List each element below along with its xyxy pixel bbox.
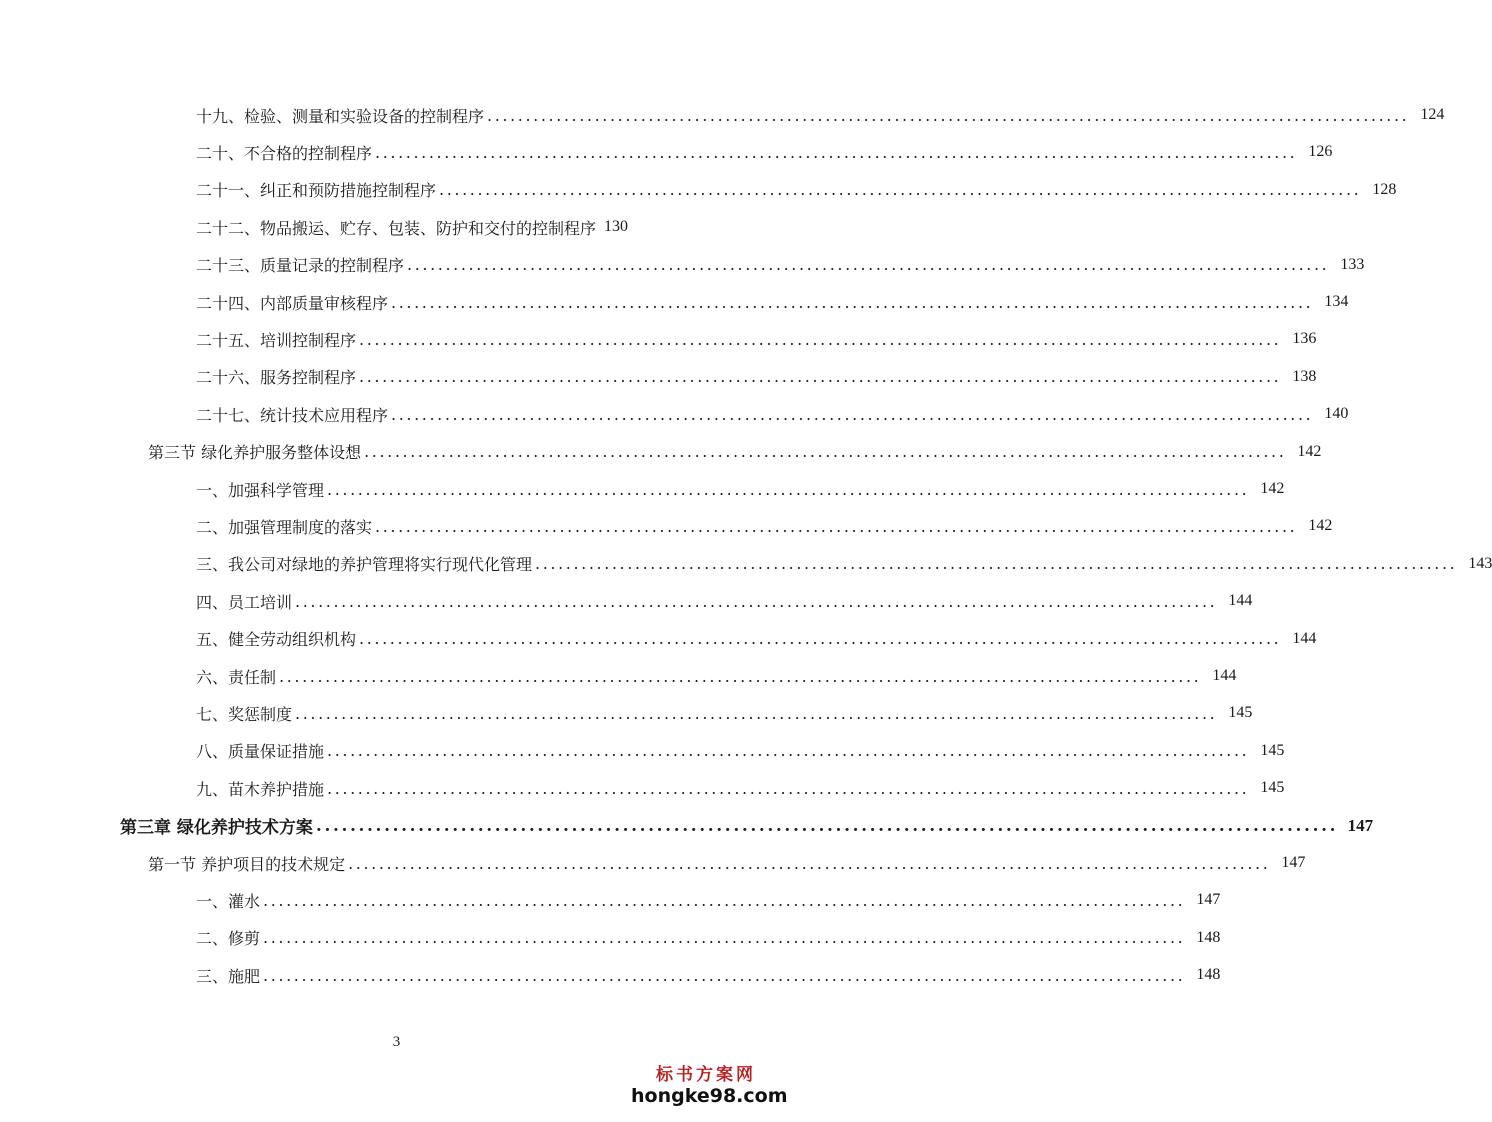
toc-entry[interactable]	[196, 511, 1333, 541]
toc-entry[interactable]	[196, 212, 674, 242]
toc-entry-title: 三、我公司对绿地的养护管理将实行现代化管理	[196, 555, 533, 575]
toc-dot-leader: ........................................................................................................................	[348, 853, 1271, 873]
toc-dot-leader: ........................................................................................................................	[375, 142, 1298, 162]
toc-entry[interactable]	[120, 811, 1374, 841]
toc-entry-page: 144	[1212, 667, 1237, 684]
toc-entry-title: 十九、检验、测量和实验设备的控制程序	[196, 106, 485, 126]
toc-entry[interactable]	[196, 399, 1349, 429]
toc-entry[interactable]	[196, 287, 1349, 317]
toc-entry-page: 124	[1420, 106, 1445, 123]
toc-entry-title: 二、修剪	[196, 929, 261, 949]
toc-entry-page: 144	[1292, 629, 1317, 647]
toc-entry[interactable]	[196, 885, 1221, 915]
toc-entry[interactable]	[148, 848, 1306, 878]
toc-dot-leader: ........................................................................................................................	[295, 591, 1218, 611]
toc-entry-page: 142	[1308, 517, 1333, 535]
toc-entry-page: 138	[1292, 367, 1317, 385]
toc-entry[interactable]	[148, 437, 1322, 467]
toc-entry[interactable]	[196, 137, 1333, 167]
toc-entry-title: 三、施肥	[196, 966, 261, 986]
toc-entry-title: 七、奖惩制度	[196, 704, 293, 724]
toc-entry-title: 四、员工培训	[196, 592, 293, 612]
toc-entry-page: 143	[1468, 554, 1492, 572]
toc-dot-leader: ........................................................................................................................	[327, 479, 1250, 499]
toc-entry-title: 二十七、统计技术应用程序	[196, 405, 389, 425]
toc-entry-title: 九、苗木养护措施	[196, 779, 325, 799]
toc-entry-title: 二十一、纠正和预防措施控制程序	[196, 181, 437, 201]
watermark-url-text: hongke98.com	[631, 1084, 788, 1107]
toc-dot-leader: ........................................................................................................................	[263, 890, 1186, 910]
toc-entry-title: 二、加强管理制度的落实	[196, 517, 373, 537]
toc-dot-leader: ........................................................................................................................	[439, 180, 1362, 200]
toc-entry-page: 140	[1324, 405, 1349, 423]
page-number: 3	[392, 1034, 401, 1050]
toc-entry[interactable]	[196, 960, 1221, 990]
toc-dot-leader: ........................................................................................................................	[279, 666, 1202, 686]
toc-dot-leader: ........................................................................................................................	[487, 105, 1410, 125]
toc-entry-page: 133	[1340, 255, 1365, 273]
toc-dot-leader: ........................................................................................................................	[364, 442, 1287, 462]
watermark-chinese-text: 标书方案网	[656, 1065, 756, 1085]
toc-entry-page: 147	[1281, 854, 1306, 871]
toc-entry-page: 148	[1196, 966, 1221, 984]
toc-entry-title: 八、质量保证措施	[196, 742, 325, 762]
toc-dot-leader: ........................................................................................................................	[359, 629, 1282, 649]
toc-dot-leader: ........................................................................................................................	[359, 329, 1282, 349]
toc-entry-title: 二十三、质量记录的控制程序	[196, 256, 405, 276]
toc-entry[interactable]	[196, 324, 1317, 354]
toc-dot-leader: ........................................................................................................................	[375, 516, 1298, 536]
toc-entry-page: 142	[1297, 442, 1322, 460]
toc-dot-leader: ........................................................................................................................	[315, 815, 1339, 836]
toc-entry[interactable]	[196, 661, 1237, 691]
toc-entry-title: 二十五、培训控制程序	[196, 330, 357, 350]
toc-entry-page: 130	[604, 218, 629, 236]
toc-entry[interactable]	[196, 549, 1492, 579]
toc-entry-title: 二十、不合格的控制程序	[196, 143, 373, 163]
toc-entry-title: 第一节 养护项目的技术规定	[148, 854, 346, 874]
toc-entry-page: 147	[1196, 891, 1221, 909]
toc-entry-title: 二十六、服务控制程序	[196, 368, 357, 388]
toc-entry-page: 128	[1372, 180, 1397, 198]
toc-entry-page: 147	[1347, 815, 1374, 835]
toc-entry-page: 145	[1228, 704, 1253, 722]
toc-entry-title: 第三章 绿化养护技术方案	[120, 818, 313, 839]
toc-dot-leader: ........................................................................................................................	[327, 741, 1250, 761]
toc-entry[interactable]	[196, 586, 1253, 616]
toc-dot-leader: ........................................................................................................................	[263, 965, 1186, 985]
toc-dot-leader: ........................................................................................................................	[295, 703, 1218, 723]
toc-entry[interactable]	[196, 736, 1285, 766]
toc-entry-title: 二十四、内部质量审核程序	[196, 293, 389, 313]
toc-entry[interactable]	[196, 100, 1445, 130]
toc-dot-leader: ........................................................................................................................	[391, 292, 1314, 312]
toc-entry[interactable]	[196, 362, 1317, 392]
toc-entry-page: 136	[1292, 330, 1317, 348]
toc-entry[interactable]	[196, 175, 1397, 205]
toc-dot-leader: ........................................................................................................................	[327, 778, 1250, 798]
toc-entry-title: 一、加强科学管理	[196, 480, 325, 500]
toc-entry[interactable]	[196, 624, 1317, 654]
toc-entry-page: 145	[1260, 741, 1285, 759]
toc-entry[interactable]	[196, 698, 1253, 728]
toc-entry-page: 145	[1260, 779, 1285, 797]
toc-entry-title: 五、健全劳动组织机构	[196, 630, 357, 650]
toc-entry[interactable]	[196, 250, 1365, 280]
toc-entry-page: 148	[1196, 928, 1221, 946]
toc-dot-leader: ........................................................................................................................	[535, 554, 1458, 574]
toc-entry[interactable]	[196, 474, 1285, 504]
toc-entry-page: 144	[1228, 592, 1253, 610]
toc-entry[interactable]	[196, 923, 1221, 953]
toc-dot-leader: ........................................................................................................................	[359, 367, 1282, 387]
toc-dot-leader: ........................................................................................................................	[263, 928, 1186, 948]
toc-entry-page: 142	[1260, 480, 1285, 497]
toc-entry-title: 一、灌水	[196, 891, 261, 911]
toc-dot-leader: ........................................................................................................................	[391, 404, 1314, 424]
watermark-logo	[631, 1065, 788, 1107]
toc-entry[interactable]	[196, 773, 1285, 803]
toc-entry-page: 126	[1308, 143, 1333, 161]
toc-entry-title: 第三节 绿化养护服务整体设想	[148, 443, 362, 463]
toc-entry-title: 二十二、物品搬运、贮存、包装、防护和交付的控制程序	[196, 218, 597, 238]
toc-entry-page: 134	[1324, 293, 1349, 310]
toc-entry-title: 六、责任制	[196, 667, 277, 687]
toc-dot-leader: ........................................................................................................................	[407, 255, 1330, 275]
